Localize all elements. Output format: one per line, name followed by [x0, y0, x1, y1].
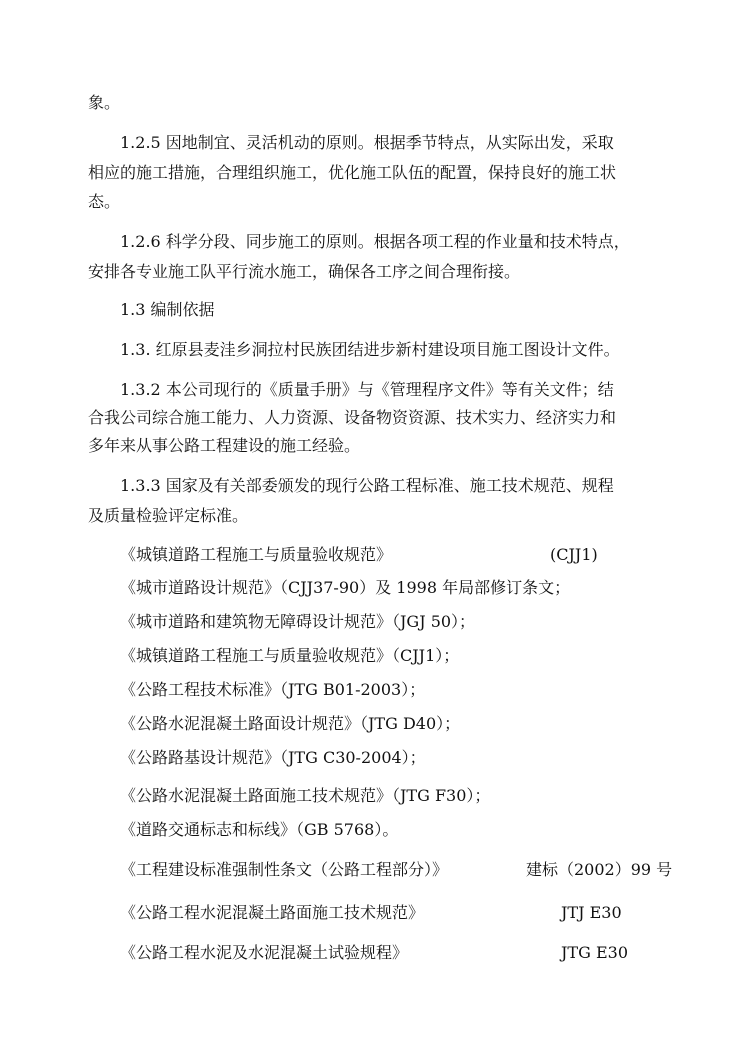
reference-title: 《道路交通标志和标线》（GB 5768）。 — [120, 820, 399, 839]
section-heading: 1.3 编制依据 — [120, 300, 215, 319]
paragraph-text: 1.2.5 因地制宜、灵活机动的原则。根据季节特点，从实际出发，采取 — [120, 133, 614, 152]
reference-title: 《公路工程技术标准》（JTG B01-2003）； — [120, 680, 426, 699]
reference-title: 《公路水泥混凝土路面施工技术规范》（JTG F30）； — [120, 786, 491, 805]
reference-title: 《公路水泥混凝土路面设计规范》（JTG D40）； — [120, 714, 461, 733]
reference-code: JTJ E30 — [561, 903, 622, 922]
reference-title: 《工程建设标准强制性条文（公路工程部分）》 — [120, 860, 449, 879]
paragraph-text: 合我公司综合施工能力、人力资源、设备物资资源、技术实力、经济实力和 — [88, 408, 617, 427]
reference-title: 《城市道路和建筑物无障碍设计规范》（JGJ 50）； — [120, 612, 476, 631]
reference-title: 《城镇道路工程施工与质量验收规范》（CJJ1）； — [120, 646, 460, 665]
reference-code: (CJJ1) — [550, 545, 598, 564]
paragraph-text: 1.2.6 科学分段、同步施工的原则。根据各项工程的作业量和技术特点， — [120, 232, 630, 251]
reference-code: 建标（2002）99 号 — [526, 860, 673, 879]
paragraph-text: 态。 — [88, 192, 121, 211]
paragraph-text: 象。 — [88, 93, 121, 112]
reference-title: 《公路路基设计规范》（JTG C30-2004）； — [120, 748, 426, 767]
paragraph-text: 1.3.2 本公司现行的《质量手册》与《管理程序文件》等有关文件；结 — [120, 380, 614, 399]
paragraph-text: 安排各专业施工队平行流水施工，确保各工序之间合理衔接。 — [88, 262, 521, 281]
paragraph-text: 1.3. 红原县麦洼乡洞拉村民族团结进步新村建设项目施工图设计文件。 — [120, 340, 620, 359]
paragraph-text: 1.3.3 国家及有关部委颁发的现行公路工程标准、施工技术规范、规程 — [120, 476, 614, 495]
reference-title: 《城市道路设计规范》（CJJ37-90）及 1998 年局部修订条文； — [120, 578, 571, 597]
paragraph-text: 相应的施工措施，合理组织施工，优化施工队伍的配置，保持良好的施工状 — [88, 163, 617, 182]
reference-code: JTG E30 — [561, 943, 628, 962]
reference-title: 《城镇道路工程施工与质量验收规范》 — [120, 545, 393, 564]
paragraph-text: 及质量检验评定标准。 — [88, 506, 249, 525]
reference-title: 《公路工程水泥及水泥混凝土试验规程》 — [120, 943, 409, 962]
paragraph-text: 多年来从事公路工程建设的施工经验。 — [88, 436, 361, 455]
reference-title: 《公路工程水泥混凝土路面施工技术规范》 — [120, 903, 425, 922]
